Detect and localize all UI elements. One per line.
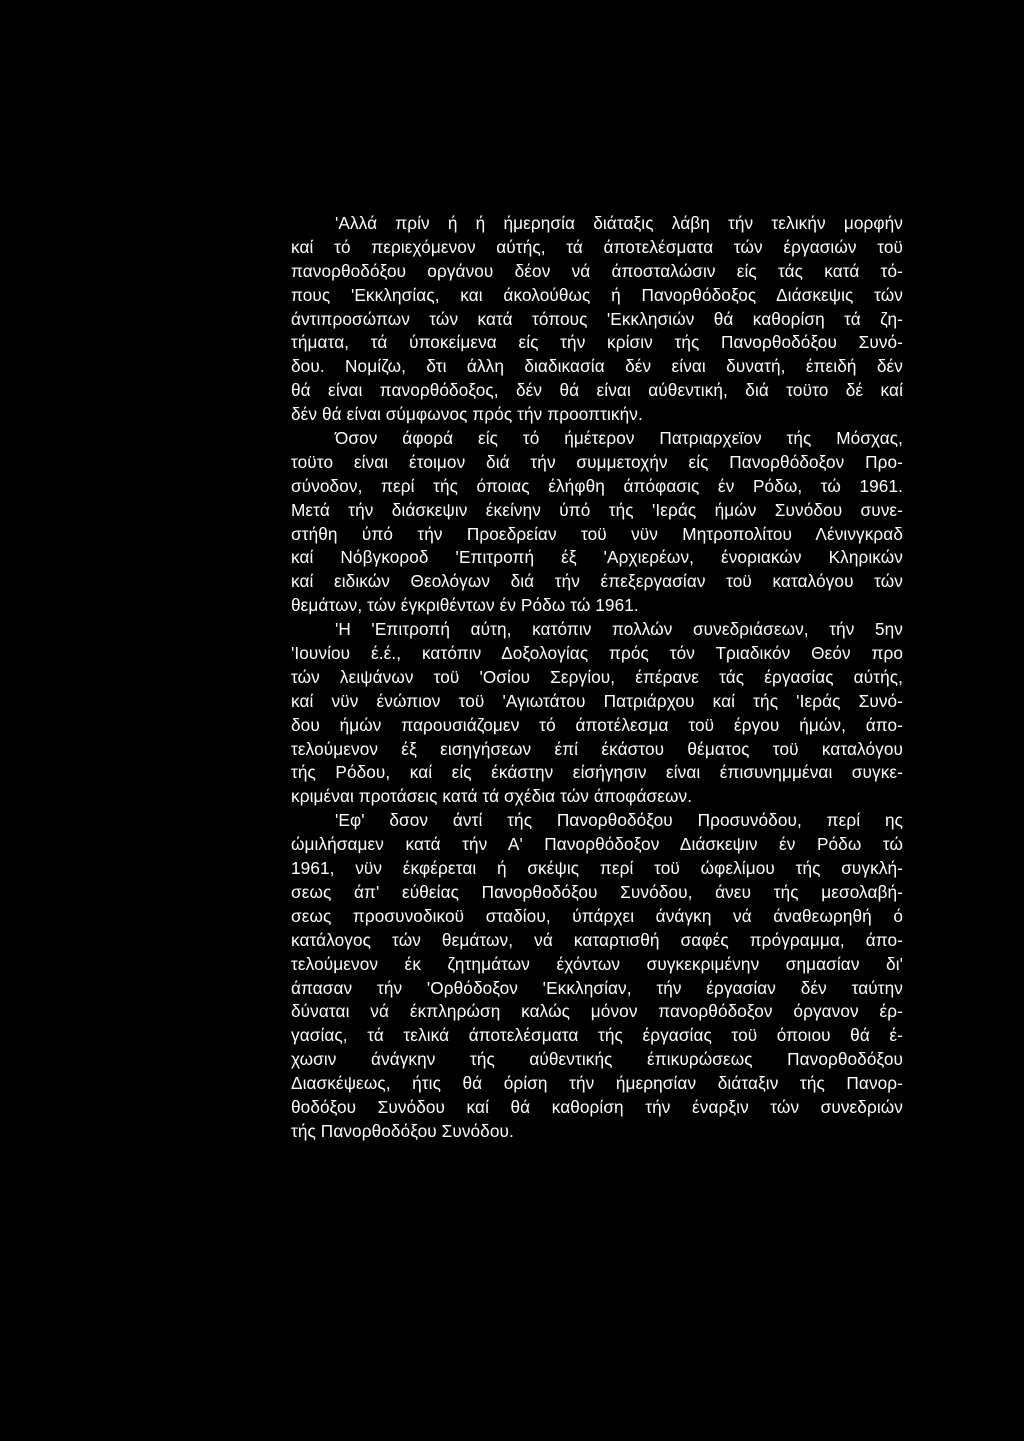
text-line: καί τό περιεχόμενον αύτής, τά άποτελέσματα τών έργασιών τοϋ — [291, 236, 903, 257]
text-line: δου. Νομίζω, δτι άλλη διαδικασία δέν είναι δυνατή, έπειδή δέν — [291, 356, 903, 377]
text-line: δου ήμών παρουσιάζομεν τό άποτέλεσμα τοϋ έργου ήμών, άπο- — [291, 714, 903, 735]
text-line: κατάλογος τών θεμάτων, νά καταρτισθή σαφές πρόγραμμα, άπο- — [291, 929, 903, 950]
text-line: 'Εφ' δσον άντί τής Πανορθοδόξου Προσυνόδου, περί ης — [335, 810, 903, 831]
text-line: άπασαν τήν 'Ορθόδοξον 'Εκκλησίαν, τήν έργασίαν δέν ταύτην — [291, 977, 903, 998]
text-line: καί Νόβγκοροδ 'Επιτροπή έξ 'Αρχιερέων, ένοριακών Κληρικών — [291, 547, 903, 568]
text-line: κριμέναι προτάσεις κατά τά σχέδια τών άποφάσεων. — [291, 786, 693, 807]
text-line: δέν θά είναι σύμφωνος πρός τήν προοπτικήν. — [291, 404, 643, 425]
text-line: καί νϋν ένώπιον τοϋ 'Αγιωτάτου Πατριάρχου καί τής 'Ιεράς Συνό- — [291, 690, 903, 711]
text-line: τελούμενον έκ ζητημάτων έχόντων συγκεκριμένην σημασίαν δι' — [291, 953, 903, 974]
text-line: 'Η 'Επιτροπή αύτη, κατόπιν πολλών συνεδριάσεων, τήν 5ην — [335, 619, 903, 640]
text-line: 1961, νϋν έκφέρεται ή σκέψις περί τοϋ ώφελίμου τής συγκλή- — [291, 858, 903, 879]
text-line: τοϋτο είναι έτοιμον διά τήν συμμετοχήν είς Πανορθόδοξον Προ- — [291, 451, 903, 472]
text-line: Διασκέψεως, ήτις θά όρίση τήν ήμερησίαν διάταξιν τής Πανορ- — [291, 1073, 903, 1094]
text-line: άντιπροσώπων τών κατά τόπους 'Εκκλησιών θά καθορίση τά ζη- — [291, 308, 903, 329]
text-line: στήθη ύπό τήν Προεδρείαν τοϋ νϋν Μητροπολίτου Λένινγκραδ — [291, 523, 903, 544]
text-line: 'Αλλά πρίν ή ή ήμερησία διάταξις λάβη τήν τελικήν μορφήν — [335, 213, 903, 233]
text-line: τήματα, τά ύποκείμενα είς τήν κρίσιν τής Πανορθοδόξου Συνό- — [291, 332, 903, 353]
text-line: σεως άπ' εύθείας Πανορθοδόξου Συνόδου, άνευ τής μεσολαβή- — [291, 881, 903, 902]
text-line: θά είναι πανορθόδοξος, δέν θά είναι αύθεντική, διά τοϋτο δέ καί — [291, 380, 903, 401]
text-line: Μετά τήν διάσκεψιν έκείνην ύπό τής 'Ιεράς ήμών Συνόδου συνε- — [291, 499, 903, 520]
text-line: δύναται νά έκπληρώση καλώς μόνον πανορθόδοξον όργανον έρ- — [291, 1001, 903, 1022]
text-line: θοδόξου Συνόδου καί θά καθορίση τήν έναρξιν τών συνεδριών — [291, 1096, 903, 1117]
text-line: καί ειδικών Θεολόγων διά τήν έπεξεργασίαν τοϋ καταλόγου τών — [291, 571, 903, 592]
text-line: σεως προσυνοδικοϋ σταδίου, ύπάρχει άνάγκη νά άναθεωρηθή ό — [291, 905, 903, 926]
text-line: τελούμενον έξ εισηγήσεων έπί έκάστου θέματος τοϋ καταλόγου — [291, 738, 903, 759]
text-line: τής Πανορθοδόξου Συνόδου. — [291, 1120, 514, 1141]
text-line: τής Ρόδου, καί είς έκάστην είσήγησιν είναι έπισυνημμέναι συγκε- — [291, 762, 903, 783]
text-line: γασίας, τά τελικά άποτελέσματα τής έργασίας τοϋ όποιου θά έ- — [291, 1025, 903, 1046]
text-line: ώμιλήσαμεν κατά τήν Α' Πανορθόδοξον Διάσκεψιν έν Ρόδω τώ — [291, 834, 903, 855]
text-line: χωσιν άνάγκην τής αύθεντικής έπικυρώσεως Πανορθοδόξου — [291, 1049, 903, 1070]
text-line: τών λειψάνων τοϋ 'Οσίου Σεργίου, έπέρανε τάς έργασίας αύτής, — [291, 666, 903, 687]
text-line: σύνοδον, περί τής όποιας έλήφθη άπόφασις έν Ρόδω, τώ 1961. — [291, 475, 903, 496]
text-line: πους 'Εκκλησίας, και άκολούθως ή Πανορθόδοξος Διάσκεψις τών — [291, 284, 903, 305]
text-line: Όσον άφορά είς τό ήμέτερον Πατριαρχεϊον τής Μόσχας, — [335, 428, 903, 449]
text-line: 'Ιουνίου έ.έ., κατόπιν Δοξολογίας πρός τόν Τριαδικόν Θεόν προ — [291, 643, 903, 664]
document-body — [291, 212, 903, 1144]
text-line: θεμάτων, τών έγκριθέντων έν Ρόδω τώ 1961. — [291, 595, 639, 616]
text-line: πανορθοδόξου οργάνου δέον νά άποσταλώσιν είς τάς κατά τό- — [291, 260, 903, 281]
